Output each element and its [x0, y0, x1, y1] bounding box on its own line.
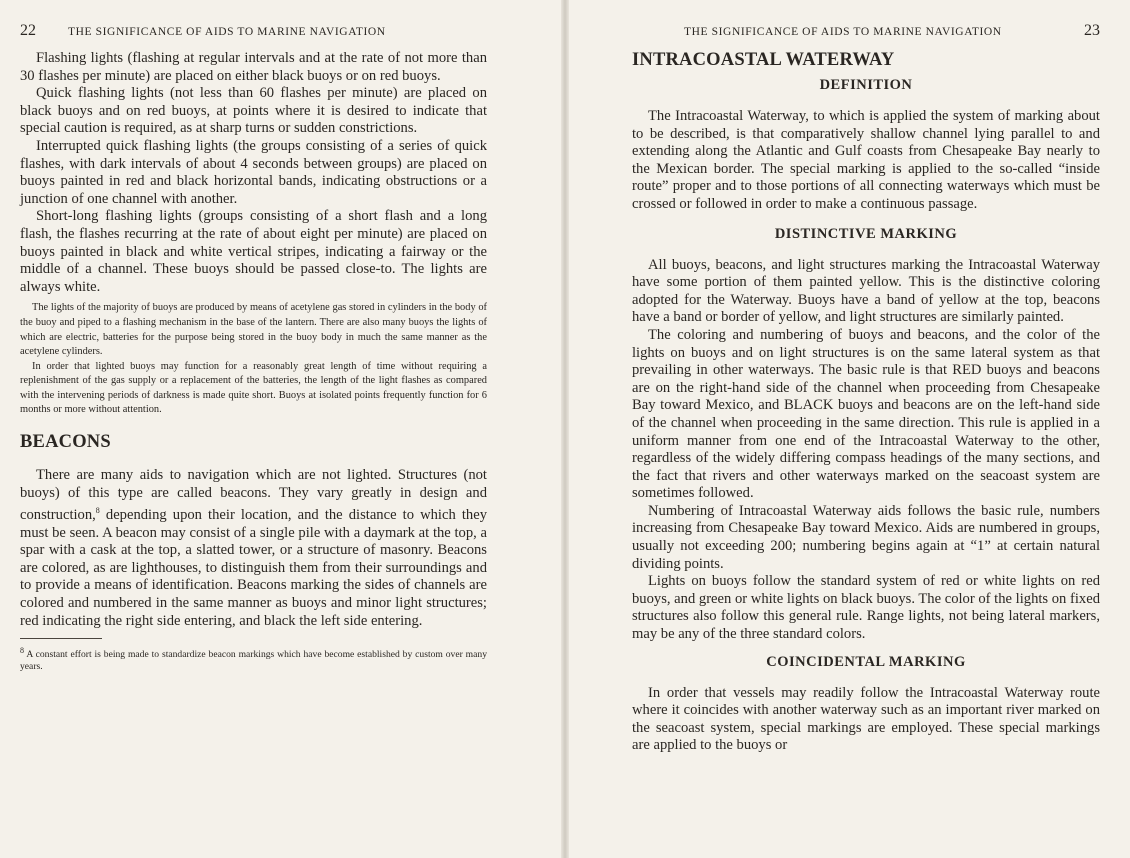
footnote-reference: 8 — [95, 506, 100, 516]
distinctive-marking-heading: DISTINCTIVE MARKING — [774, 225, 958, 242]
beacons-text-part-1: There are many aids to navigation which are not lighted. Structures (not buoys) of this type are called beacons. They vary greatly in design and construction, — [20, 467, 487, 524]
definition-paragraph: The Intracoastal Waterway, to which is applied the system of marking about to be described, is that comparatively shallow channel lying parallel to and extending along the Atlantic and Gulf coasts from Chesapeake Bay nearly to the Mexican border. The special marking is applied to the so-called “inside route” proper and to those portions of all connecting waterways which must be crossed or followed in order to make a continuous passage. — [632, 108, 1100, 212]
definition-heading: DEFINITION — [819, 77, 913, 93]
beacons-paragraph — [20, 467, 487, 630]
left-page-number: 22 — [20, 22, 36, 39]
right-running-title: THE SIGNIFICANCE OF AIDS TO MARINE NAVIGATION — [684, 26, 1002, 38]
left-running-title: THE SIGNIFICANCE OF AIDS TO MARINE NAVIGATION — [68, 26, 386, 38]
coincidental-paragraph: In order that vessels may readily follow the Intracoastal Waterway route where it coincides with another waterway such as an important river marked on the seacoast system, special markings are employed. These special markings are applied to the buoys or — [632, 684, 1100, 754]
footnote — [20, 645, 487, 673]
beacons-heading: BEACONS — [20, 432, 111, 453]
left-running-head — [20, 22, 487, 40]
coincidental-marking-heading: COINCIDENTAL MARKING — [766, 653, 966, 670]
lateral-system-paragraph: The coloring and numbering of buoys and beacons, and the color of the lights on buoys and on light structures is on the same lateral system as that prevailing in other waterways. The basic rule is that RED buoys and beacons are on the right-hand side of the channel when proceeding from Chesapeake Bay toward Mexico, and BLACK buoys and beacons are on the left-hand side of the channel when proceeding in the same direction. This rule is applied in a uniform manner from one end of the Intracoastal Waterway to the other, regardless of the widely differing compass headings of the many sections, and the fact that rivers and other waterways marked on the seacoast system are sometimes followed. — [632, 326, 1100, 502]
footnote-text: A constant effort is being made to standardize beacon markings which have become established by custom over many years. — [20, 649, 487, 673]
lights-paragraph: Lights on buoys follow the standard system of red or white lights on red buoys, and green or white lights on black buoys. The color of the lights on fixed structures also follow this general rule. Range lights, not being lateral markers, may be any of the three standard colors. — [632, 573, 1100, 643]
right-running-head — [632, 22, 1100, 40]
right-page — [565, 0, 1130, 858]
yellow-marking-paragraph: All buoys, beacons, and light structures marking the Intracoastal Waterway have some portion of them painted yellow. This is the distinctive coloring adopted for the Waterway. Buoys have a band of yellow at the top, beacons have a band or border of yellow, and light structures are similarly painted. — [632, 256, 1100, 326]
interrupted-flashing-paragraph: Interrupted quick flashing lights (the groups consisting of a series of quick flashes, with dark intervals of about 4 seconds between groups) are placed on buoys painted in red and black horizontal bands, indicating obstructions or a junction of one channel with another. — [20, 137, 487, 207]
intracoastal-heading: INTRACOASTAL WATERWAY — [632, 50, 895, 70]
right-page-number: 23 — [1084, 22, 1100, 39]
acetylene-note: The lights of the majority of buoys are produced by means of acetylene gas stored in cylinders in the body of the buoy and piped to a flashing mechanism in the base of the lantern. There are also many buoys the lights of which are electric, batteries for the purpose being stored in the buoy body in much the same manner as the acetylene cylinders. — [20, 302, 487, 358]
small-print-block — [20, 301, 487, 418]
footnote-rule — [20, 638, 102, 639]
flashing-lights-paragraph: Flashing lights (flashing at regular intervals and at the rate of not more than 30 flashes per minute) are placed on either black buoys or on red buoys. — [20, 50, 487, 84]
battery-note: In order that lighted buoys may function for a reasonably great length of time without requiring a replenishment of the gas supply or a replacement of the batteries, the length of the light flashes as compared with the intervening periods of darkness is made quite short. Buoys at isolated points frequently function for 6 months or more without attention. — [20, 360, 487, 416]
short-long-flashing-paragraph: Short-long flashing lights (groups consisting of a short flash and a long flash, the flashes recurring at the rate of about eight per minute) are placed on buoys painted in black and white vertical stripes, indicating a fairway or the middle of a channel. These buoys should be passed close-to. The lights are always white. — [20, 208, 487, 295]
footnote-marker: 8 — [20, 646, 24, 656]
quick-flashing-paragraph: Quick flashing lights (not less than 60 flashes per minute) are placed on black buoys and on red buoys, at points where it is desired to indicate that special caution is required, as at sharp turns or sudden constrictions. — [20, 85, 487, 137]
numbering-paragraph: Numbering of Intracoastal Waterway aids follows the basic rule, numbers increasing from Chesapeake Bay toward Mexico. Aids are numbered in groups, usually not exceeding 200; numbering begins again at “1” at certain natural dividing points. — [632, 502, 1100, 572]
beacons-text-part-2: depending upon their location, and the distance to which they must be seen. A beacon may consist of a single pile with a daymark at the top, a spar with a cask at the top, a slatted tower, or a structure of masonry. Beacons are colored, as are lighthouses, to distinguish them from their surroundings and to provide a means of identification. Beacons marking the sides of channels are colored and numbered in the same manner as buoys and minor light structures; red indicating the right side entering, and black the left side entering. — [20, 507, 487, 629]
